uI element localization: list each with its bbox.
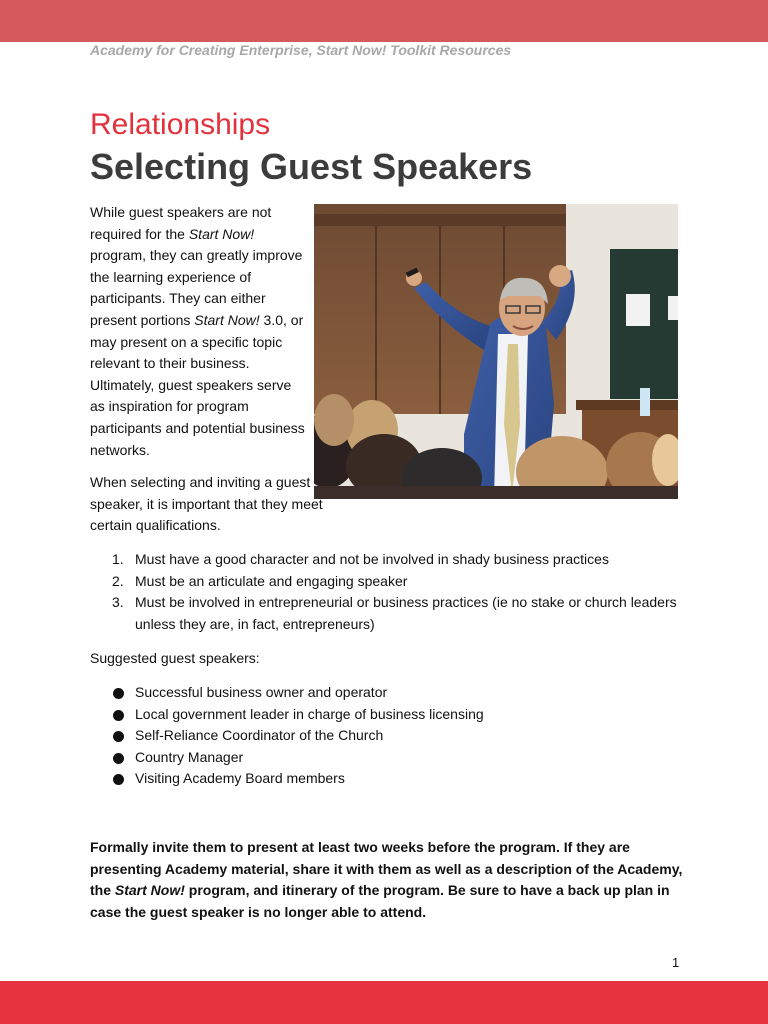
suggested-speakers-label: Suggested guest speakers: xyxy=(90,650,260,666)
closing-emphasis: Start Now! xyxy=(114,882,185,899)
page-title: Selecting Guest Speakers xyxy=(90,146,533,187)
top-color-band xyxy=(0,0,768,42)
qualifications-intro: When selecting and inviting a guest speaker, it is important that they meet certain qualifications. xyxy=(90,474,323,534)
list-item-text: Self-Reliance Coordinator of the Church xyxy=(135,727,384,744)
list-item xyxy=(90,747,484,769)
closing-paragraph xyxy=(90,837,690,923)
list-item xyxy=(90,682,484,704)
bullet-icon xyxy=(113,753,124,764)
guest-speaker-photo xyxy=(314,204,678,499)
bullet-icon xyxy=(113,710,124,721)
list-item xyxy=(90,704,484,726)
list-item-text: Must be an articulate and engaging speaker xyxy=(135,572,408,589)
list-item-text: Must have a good character and not be involved in shady business practices xyxy=(135,551,609,567)
document-header: Academy for Creating Enterprise, Start Now! Toolkit Resources xyxy=(90,42,512,58)
intro-text-2: program, they can greatly improve the learning experience of participants. They can either present portions xyxy=(90,247,303,328)
intro-text-3: 3.0, or may present on a specific topic relevant to their business. Ultimately, guest speakers serve as inspiration for program participants and potential business networks. xyxy=(90,311,305,458)
closing-text-2: program, and itinerary of the program. Be sure to have a back up plan in case the guest speaker is no longer able to attend. xyxy=(90,882,670,920)
list-item xyxy=(90,725,484,747)
bullet-icon xyxy=(113,774,124,785)
section-label: Relationships xyxy=(90,108,271,141)
intro-text-1: While guest speakers are not required for the xyxy=(90,204,272,242)
intro-paragraph xyxy=(90,202,308,461)
list-number: 2. xyxy=(112,572,124,589)
list-item-text: Must be involved in entrepreneurial or business practices (ie no stake or church leaders unless they are, in fact, entrepreneurs) xyxy=(135,594,677,632)
list-item-text: Successful business owner and operator xyxy=(135,684,388,700)
intro-emphasis-1: Start Now! xyxy=(188,225,255,242)
bullet-icon xyxy=(113,731,124,742)
page-number: 1 xyxy=(672,955,680,970)
list-item xyxy=(90,571,680,593)
intro-emphasis-2: Start Now! xyxy=(194,311,260,328)
list-item-text: Country Manager xyxy=(135,748,244,765)
list-item-text: Local government leader in charge of business licensing xyxy=(135,705,484,722)
bottom-color-band xyxy=(0,981,768,1024)
list-item xyxy=(90,549,680,571)
list-item xyxy=(90,592,680,635)
closing-text-1: Formally invite them to present at least two weeks before the program. If they are presenting Academy material, share it with them as well as a description of the Academy, the xyxy=(90,839,683,899)
qualifications-list xyxy=(90,549,680,635)
list-item xyxy=(90,768,484,790)
bullet-icon xyxy=(113,688,124,699)
list-number: 3. xyxy=(112,594,124,611)
list-item-text: Visiting Academy Board members xyxy=(135,770,345,787)
suggested-speakers-list xyxy=(90,682,484,790)
list-number: 1. xyxy=(112,551,124,567)
